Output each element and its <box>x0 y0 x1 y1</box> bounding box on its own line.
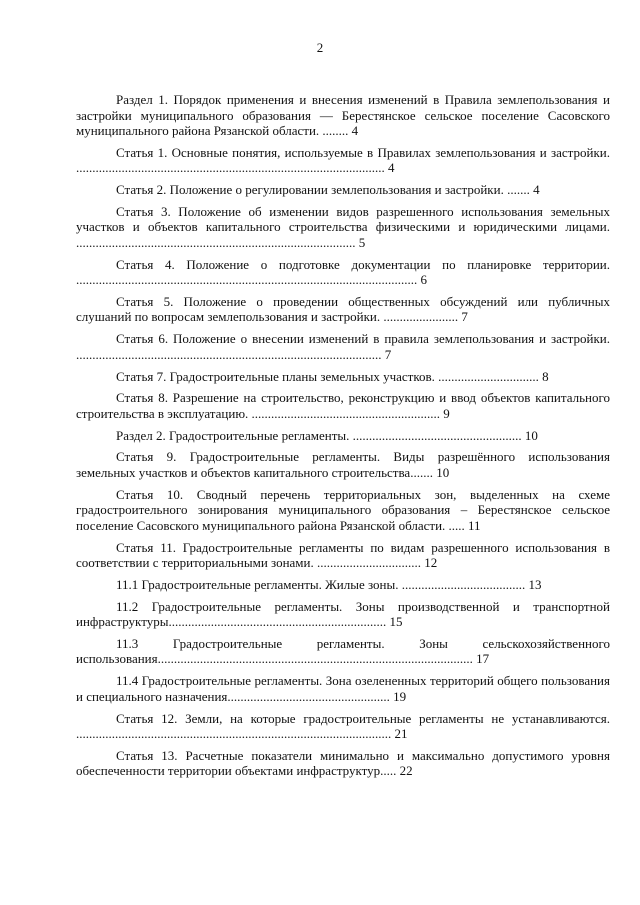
toc-entry <box>76 257 610 288</box>
toc-entry-leader: ....................... <box>380 309 459 325</box>
toc-entry-page: 13 <box>528 576 542 592</box>
toc-entry-page: 8 <box>542 368 549 384</box>
toc-entry-title: 11.3 Градостроительные регламенты. Зоны сельскохозяйственного использования. <box>76 635 610 667</box>
toc-entry <box>76 331 610 362</box>
toc-entry-title: Статья 12. Земли, на которые градостроительные регламенты не устанавливаются. <box>116 710 610 726</box>
toc-entry <box>76 636 610 667</box>
toc-entry-leader: ............................... <box>434 368 539 384</box>
toc-entry <box>76 294 610 325</box>
toc-entry-page: 10 <box>436 464 450 480</box>
toc-entry-page: 11 <box>468 517 481 533</box>
toc-entry-leader: .............................................................................................. <box>76 346 382 362</box>
toc-entry-page: 21 <box>394 726 408 742</box>
toc-entry-page: 7 <box>461 309 468 325</box>
toc-entry-title: Статья 8. Разрешение на строительство, реконструкцию и ввод объектов капитального строительства в эксплуатацию. <box>76 390 610 421</box>
toc-entry <box>76 92 610 139</box>
toc-entry-leader: ...................................... <box>398 576 526 592</box>
page-number: 2 <box>316 40 324 55</box>
toc-entry <box>76 711 610 742</box>
toc-entry <box>76 428 610 444</box>
toc-entry-title: Статья 11. Градостроительные регламенты по видам разрешенного использования в соответствии с территориальными зонами. <box>76 539 610 571</box>
toc-entry-page: 22 <box>399 763 413 779</box>
toc-entry <box>76 369 610 385</box>
toc-entry <box>76 204 610 251</box>
toc-entry-title: Раздел 2. Градостроительные регламенты. <box>116 427 350 443</box>
toc-entry-page: 12 <box>424 555 438 571</box>
toc-entry <box>76 748 610 779</box>
toc-entry-title: Статья 9. Градостроительные регламенты. Виды разрешённого использования земельных участков и объектов капитального строительства. <box>76 449 610 480</box>
toc-entry-leader: ............................................................................................... <box>76 160 385 176</box>
toc-entry-leader: ...................................................................................... <box>76 234 356 250</box>
toc-entry-page: 10 <box>524 427 538 443</box>
toc-entry-title: Статья 13. Расчетные показатели минимально и максимально допустимого уровня обеспеченности территории объектами инфраструктур <box>76 747 610 779</box>
toc-entry-page: 6 <box>420 272 427 288</box>
toc-entry <box>76 540 610 571</box>
toc-entry-leader: .......................................................... <box>248 405 441 421</box>
toc-entry-leader: ................................................................................................ <box>160 651 473 667</box>
toc-entry <box>76 182 610 198</box>
toc-entry <box>76 487 610 534</box>
toc-entry-page: 19 <box>393 688 407 704</box>
toc-entry-leader: ................................................................... <box>168 614 387 630</box>
toc-entry-title: 11.1 Градостроительные регламенты. Жилые зоны. <box>116 576 399 592</box>
toc-entry-page: 15 <box>389 614 403 630</box>
toc-entry-page: 17 <box>476 651 490 667</box>
toc-entry-page: 4 <box>351 123 359 138</box>
toc-entry-title: Статья 4. Положение о подготовке документации по планировке территории. <box>116 256 610 272</box>
toc-entry-leader: ..... <box>380 763 397 779</box>
toc-entry-title: Статья 3. Положение об изменении видов разрешенного использования земельных участков и объектов капитального строительства физическими и юридическими лицами. <box>76 203 610 235</box>
toc-entry-title: Статья 2. Положение о регулировании землепользования и застройки. <box>116 182 504 198</box>
toc-entry-title: Статья 6. Положение о внесении изменений в правила землепользования и застройки. <box>116 331 610 347</box>
toc-entry-leader: .................................................. <box>227 688 390 704</box>
toc-entry-title: Статья 1. Основные понятия, используемые в Правилах землепользования и застройки. <box>116 144 610 160</box>
toc-entry-page: 4 <box>533 182 540 198</box>
toc-entry-title: 11.4 Градостроительные регламенты. Зона озелененных территорий общего пользования и специального назначения <box>76 673 610 704</box>
toc-entry-page: 9 <box>443 405 450 421</box>
toc-entry-title: Статья 10. Сводный перечень территориальных зон, выделенных на схеме градостроительного зонирования муниципального образования – Берестянское сельское поселение Сасовского муниципального района Рязанской области. <box>76 486 610 533</box>
toc-entry-page: 7 <box>384 346 392 362</box>
toc-entry-title: Раздел 1. Порядок применения и внесения изменений в Правила землепользования и застройки муниципального образования — Берестянское сельское поселение Сасовского муниципального района Рязанской области. <box>76 92 610 138</box>
toc-entry-page: 5 <box>358 234 366 250</box>
toc-entry <box>76 390 610 421</box>
toc-entry-title: 11.2 Градостроительные регламенты. Зоны производственной и транспортной инфраструктуры <box>76 598 610 630</box>
toc-entry-leader: ...... <box>413 464 433 480</box>
toc-entry <box>76 449 610 480</box>
toc-entry-leader: ........ <box>319 123 349 138</box>
toc-entry <box>76 145 610 176</box>
toc-entry-leader: ....... <box>503 182 530 198</box>
toc-entry-page: 4 <box>388 160 395 176</box>
toc-entry-leader: ......................................................................................................... <box>76 272 418 288</box>
toc-entry <box>76 673 610 704</box>
toc-entry <box>76 577 610 593</box>
toc-entry-leader: ................................................................................................. <box>76 726 392 742</box>
table-of-contents <box>76 92 610 785</box>
toc-entry-title: Статья 5. Положение о проведении общественных обсуждений или публичных слушаний по вопросам землепользования и застройки. <box>76 293 610 325</box>
toc-entry-leader: ................................ <box>313 555 421 571</box>
toc-entry-leader: ..... <box>445 517 465 533</box>
toc-entry <box>76 599 610 630</box>
toc-entry-leader: .................................................... <box>349 427 522 443</box>
toc-entry-title: Статья 7. Градостроительные планы земельных участков. <box>116 368 435 384</box>
